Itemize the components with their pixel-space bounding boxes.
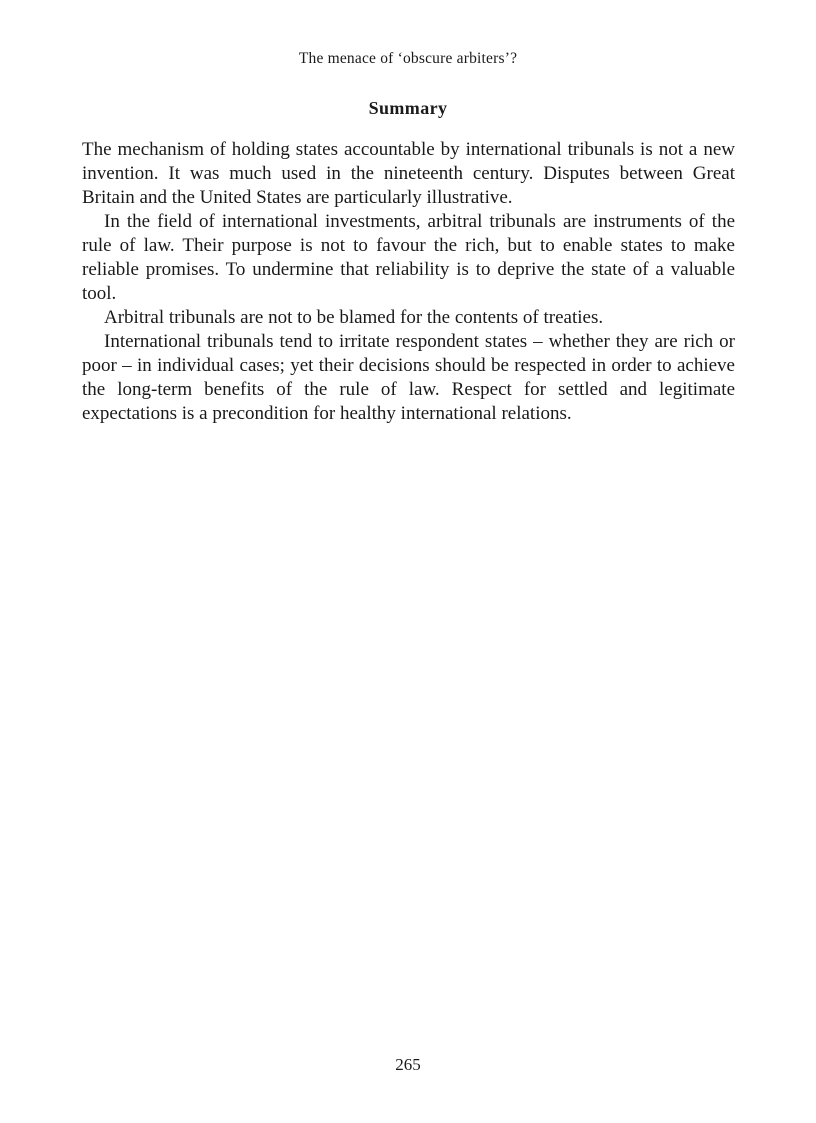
paragraph-1: The mechanism of holding states accountable by international tribunals is not a new invention. It was much used in the nineteenth century. Disputes between Great Britain and the United States are particularly illustrative. [82,139,735,208]
section-title: Summary [368,98,448,118]
paragraph-2: In the field of international investments, arbitral tribunals are instruments of the rule of law. Their purpose is not to favour the rich, but to enable states to make reliable promises. To undermine that reliability is to deprive the state of a valuable tool. [82,211,735,304]
running-head: The menace of ‘obscure arbiters’? [298,50,518,67]
body-text [82,138,735,426]
paragraph-3: Arbitral tribunals are not to be blamed for the contents of treaties. [104,307,604,328]
page-number: 265 [395,1055,421,1074]
paragraph-4: International tribunals tend to irritate respondent states – whether they are rich or poor – in individual cases; yet their decisions should be respected in order to achieve the long-term benefits of the rule of law. Respect for settled and legitimate expectations is a precondition for healthy international relations. [82,331,735,424]
